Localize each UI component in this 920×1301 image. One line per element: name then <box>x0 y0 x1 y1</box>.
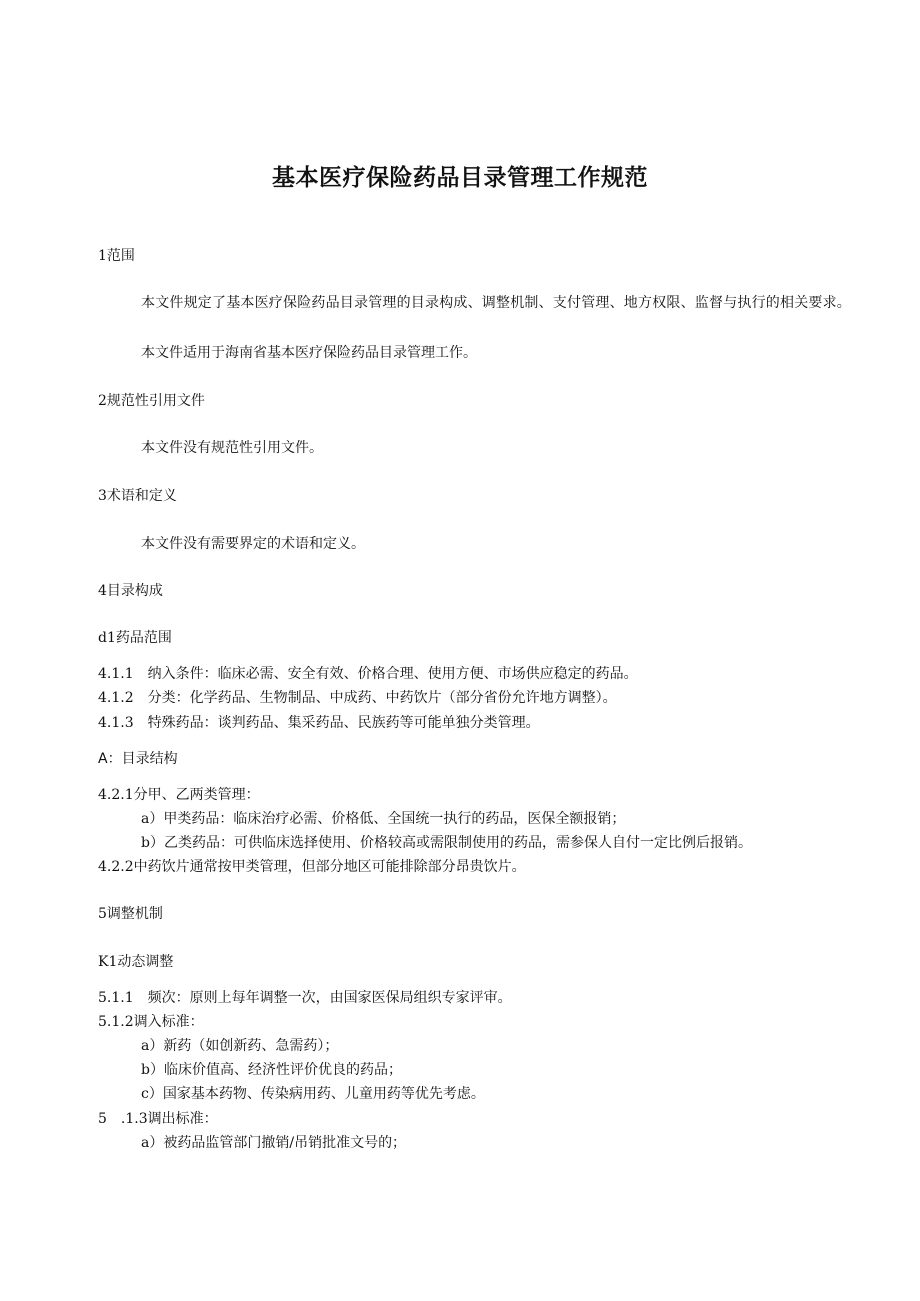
section-3-paragraph-1: 本文件没有需要界定的术语和定义。 <box>141 536 365 552</box>
clause-4-2-1-b: b）乙类药品：可供临床选择使用、价格较高或需限制使用的药品，需参保人自付一定比例后报销。 <box>141 835 752 851</box>
clause-5-1-3: 5 .1.3调出标准： <box>98 1111 218 1127</box>
subsection-4-2-heading: A：目录结构 <box>98 751 178 767</box>
clause-4-2-2: 4.2.2中药饮片通常按甲类管理，但部分地区可能排除部分昂贵饮片。 <box>98 859 526 875</box>
clause-4-2-1-a: a）甲类药品：临床治疗必需、价格低、全国统一执行的药品，医保全额报销； <box>141 811 626 827</box>
clause-5-1-3-a: a）被药品监管部门撤销/吊销批准文号的； <box>141 1135 407 1151</box>
section-1-paragraph-2: 本文件适用于海南省基本医疗保险药品目录管理工作。 <box>141 345 477 361</box>
section-2-paragraph-1: 本文件没有规范性引用文件。 <box>141 440 323 456</box>
clause-4-1-3: 4.1.3 特殊药品：谈判药品、集采药品、民族药等可能单独分类管理。 <box>98 715 540 731</box>
section-1-heading: 1范围 <box>98 248 135 264</box>
section-2-heading: 2规范性引用文件 <box>98 393 205 409</box>
section-5-heading: 5调整机制 <box>98 906 163 922</box>
clause-5-1-2-b: b）临床价值高、经济性评价优良的药品； <box>141 1062 402 1078</box>
clause-4-1-2: 4.1.2 分类：化学药品、生物制品、中成药、中药饮片（部分省份允许地方调整）。 <box>98 690 617 706</box>
clause-4-2-1: 4.2.1分甲、乙两类管理： <box>98 787 260 803</box>
section-1-paragraph-1-text: 本文件规定了基本医疗保险药品目录管理的目录构成、调整机制、支付管理、地方权限、监督与执行的相关要求。 <box>141 295 851 311</box>
section-1-paragraph-1 <box>98 293 858 313</box>
subsection-5-1-heading: K1动态调整 <box>98 954 174 970</box>
clause-5-1-1: 5.1.1 频次：原则上每年调整一次，由国家医保局组织专家评审。 <box>98 990 512 1006</box>
subsection-4-1-heading: d1药品范围 <box>98 630 172 646</box>
clause-5-1-2-c: c）国家基本药物、传染病用药、儿童用药等优先考虑。 <box>141 1086 485 1102</box>
clause-5-1-2-a: a）新药（如创新药、急需药）； <box>141 1038 339 1054</box>
clause-5-1-2: 5.1.2调入标准： <box>98 1014 204 1030</box>
section-3-heading: 3术语和定义 <box>98 488 177 504</box>
document-title: 基本医疗保险药品目录管理工作规范 <box>272 165 648 191</box>
section-4-heading: 4目录构成 <box>98 583 163 599</box>
clause-4-1-1: 4.1.1 纳入条件：临床必需、安全有效、价格合理、使用方便、市场供应稳定的药品。 <box>98 666 638 682</box>
